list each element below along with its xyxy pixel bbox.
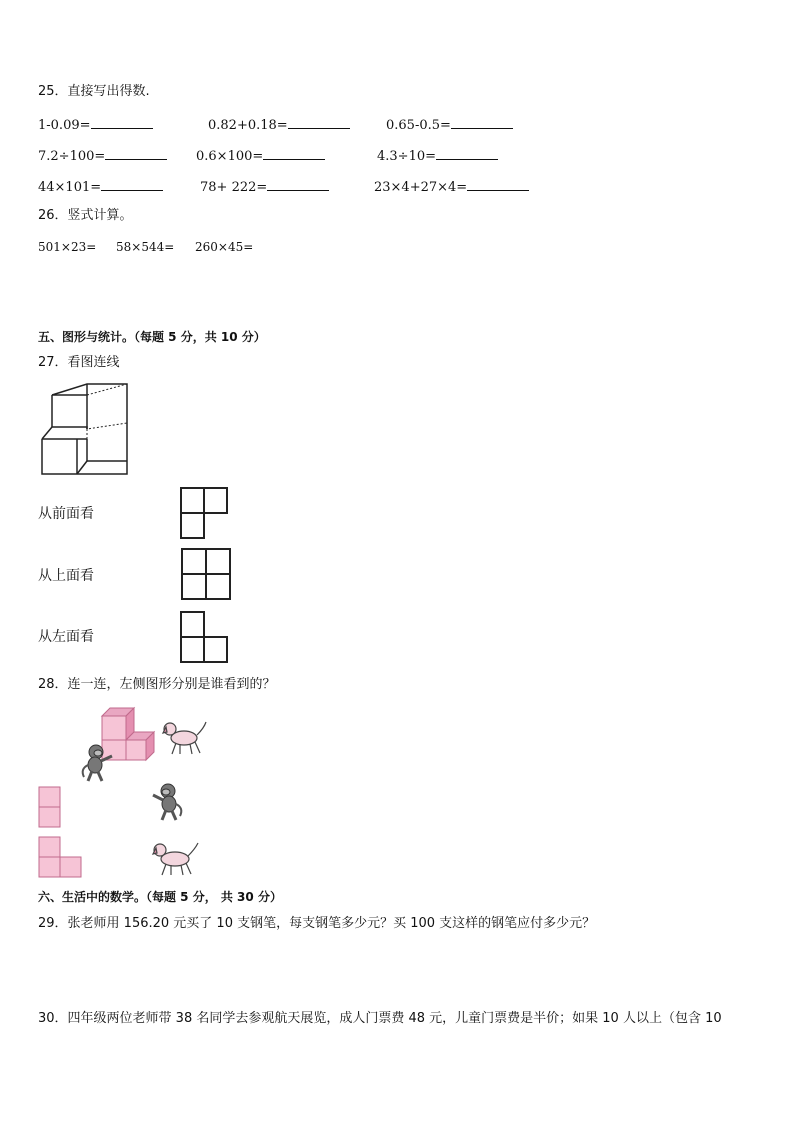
- q26-item: 58×544=: [116, 240, 175, 254]
- answer-blank[interactable]: [91, 116, 153, 129]
- answer-blank[interactable]: [267, 178, 329, 191]
- view-label-left: 从左面看: [38, 629, 94, 645]
- q29-text: 29．张老师用 156.20 元买了 10 支钢笔，每支钢笔多少元？买 100 支这样的钢笔应付多少元？: [38, 916, 596, 931]
- view-shape-1[interactable]: [180, 487, 230, 541]
- answer-blank[interactable]: [467, 178, 529, 191]
- section6-title: 六、生活中的数学。（每题 5 分， 共 30 分）: [38, 890, 282, 904]
- q25-item: 1-0.09=: [38, 116, 153, 134]
- dog-icon[interactable]: [151, 838, 201, 878]
- q26-item: 501×23=: [38, 240, 97, 254]
- q28-title: 28．连一连，左侧图形分别是谁看到的？: [38, 677, 276, 692]
- view-shape-2[interactable]: [180, 548, 232, 602]
- q25-item: 7.2÷100=: [38, 147, 167, 165]
- answer-blank[interactable]: [451, 116, 513, 129]
- answer-blank[interactable]: [263, 147, 325, 160]
- view-shape-3[interactable]: [180, 611, 230, 665]
- view-label-top: 从上面看: [38, 568, 94, 584]
- pink-view-shape-2[interactable]: [38, 836, 84, 880]
- pink-view-shape-1[interactable]: [38, 786, 62, 830]
- monkey-icon[interactable]: [150, 782, 186, 822]
- q25-item: 0.65-0.5=: [386, 116, 513, 134]
- answer-blank[interactable]: [101, 178, 163, 191]
- section5-title: 五、图形与统计。（每题 5 分，共 10 分）: [38, 330, 266, 344]
- q25-item: 4.3÷10=: [377, 147, 498, 165]
- q26-title: 26．竖式计算。: [38, 208, 133, 223]
- view-label-front: 从前面看: [38, 506, 94, 522]
- q25-item: 78+ 222=: [200, 178, 329, 196]
- q25-item: 0.82+0.18=: [208, 116, 350, 134]
- q25-item: 44×101=: [38, 178, 163, 196]
- q25-item: 23×4+27×4=: [374, 178, 529, 196]
- answer-blank[interactable]: [105, 147, 167, 160]
- q26-item: 260×45=: [195, 240, 254, 254]
- q25-item: 0.6×100=: [196, 147, 325, 165]
- q27-title: 27．看图连线: [38, 355, 120, 370]
- monkey-icon: [80, 743, 116, 783]
- q25-title: 25．直接写出得数.: [38, 84, 150, 99]
- dog-icon: [162, 718, 208, 756]
- answer-blank[interactable]: [436, 147, 498, 160]
- q30-text: 30．四年级两位老师带 38 名同学去参观航天展览，成人门票费 48 元，儿童门票费是半价；如果 10 人以上（包含 10: [38, 1011, 722, 1026]
- answer-blank[interactable]: [288, 116, 350, 129]
- cube-stack-figure: [38, 381, 130, 477]
